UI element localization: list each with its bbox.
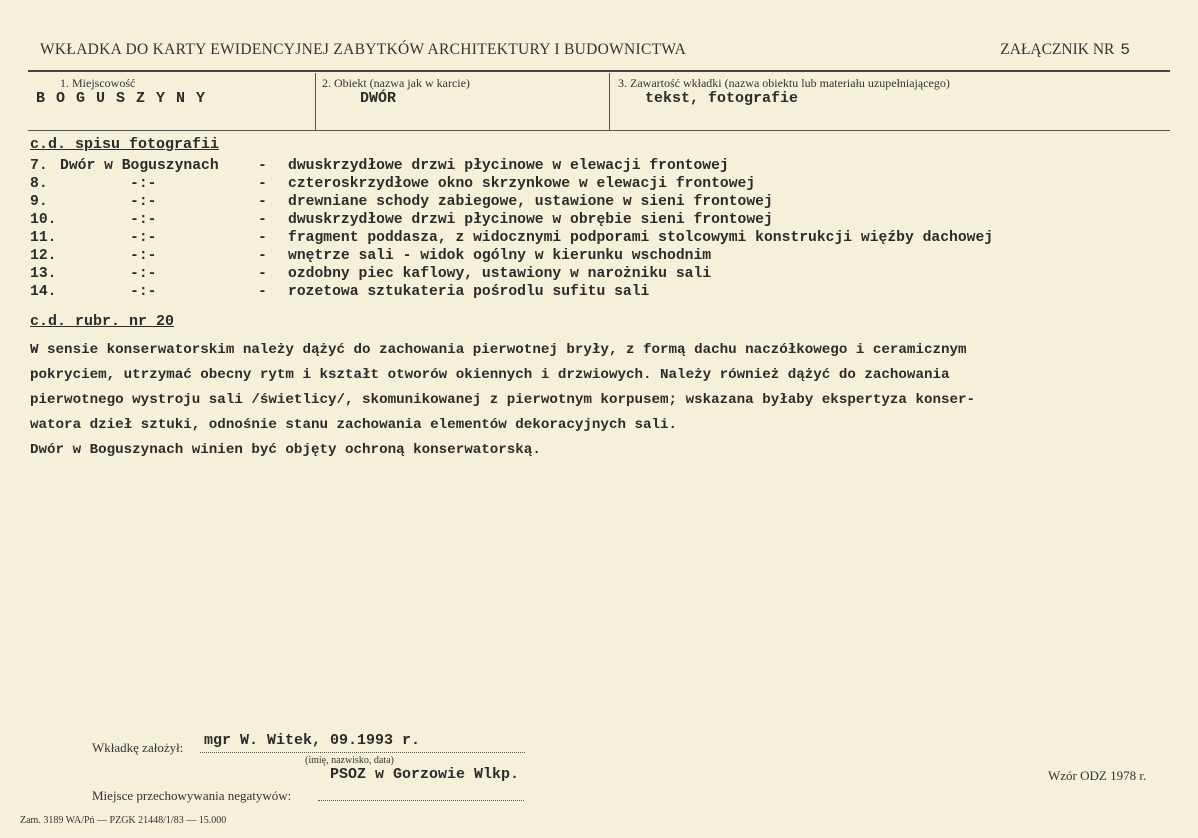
fields-bottom-rule: [28, 130, 1170, 131]
photo-dash: -: [258, 230, 267, 246]
content-label: 3. Zawartość wkładki (nazwa obiektu lub materiału uzupełniającego): [618, 76, 950, 90]
photo-number: 13.: [30, 266, 57, 282]
founder-dotted-line: [200, 752, 525, 753]
form-title: WKŁADKA DO KARTY EWIDENCYJNEJ ZABYTKÓW ARCHITEKTURY I BUDOWNICTWA: [40, 41, 687, 58]
locality-label: 1. Miejscowość: [60, 76, 136, 90]
content-value: tekst, fotografie: [645, 90, 799, 107]
photo-location: -:-: [130, 212, 157, 228]
photo-location: -:-: [130, 284, 157, 300]
founder-label: Wkładkę założył:: [92, 740, 184, 755]
photo-location: -:-: [130, 230, 157, 246]
rubric-line: pierwotnego wystroju sali /świetlicy/, skomunikowanej z pierwotnym korpusem; wskazana byłaby ekspertyza konser-: [30, 392, 976, 408]
storage-label: Miejsce przechowywania negatywów:: [92, 788, 292, 803]
template-version: Wzór ODZ 1978 r.: [1048, 768, 1147, 783]
photo-description: dwuskrzydłowe drzwi płycinowe w elewacji frontowej: [288, 158, 729, 174]
storage-value: PSOZ w Gorzowie Wlkp.: [330, 766, 520, 783]
print-info: Zam. 3189 WA/Pń — PZGK 21448/1/83 — 15.000: [20, 815, 227, 826]
photo-description: dwuskrzydłowe drzwi płycinowe w obrębie sieni frontowej: [288, 212, 773, 228]
photo-dash: -: [258, 284, 267, 300]
rubric-heading: c.d. rubr. nr 20: [30, 313, 175, 330]
header-top-rule: [28, 70, 1170, 72]
photo-location: -:-: [130, 194, 157, 210]
rubric-line: pokryciem, utrzymać obecny rytm i kształt otworów okiennych i drzwiowych. Należy również dążyć do zachowania: [30, 367, 950, 383]
photo-number: 12.: [30, 248, 57, 264]
photo-number: 11.: [30, 230, 57, 246]
photo-number: 9.: [30, 194, 48, 210]
photo-description: wnętrze sali - widok ogólny w kierunku wschodnim: [288, 248, 712, 264]
column-divider-1: [315, 73, 316, 130]
object-label: 2. Obiekt (nazwa jak w karcie): [322, 76, 470, 90]
photo-number: 10.: [30, 212, 57, 228]
photo-description: rozetowa sztukateria pośrodlu sufitu sali: [288, 284, 650, 300]
rubric-line: watora dzieł sztuki, odnośnie stanu zachowania elementów dekoracyjnych sali.: [30, 417, 678, 433]
photo-description: fragment poddasza, z widocznymi podporami stolcowymi konstrukcji więźby dachowej: [288, 230, 994, 246]
rubric-line: W sensie konserwatorskim należy dążyć do zachowania pierwotnej bryły, z formą dachu naczółkowego i ceramicznym: [30, 342, 967, 358]
attachment-number: 5: [1120, 41, 1130, 59]
rubric-line: Dwór w Boguszynach winien być objęty ochroną konserwatorską.: [30, 442, 541, 458]
photo-dash: -: [258, 158, 267, 174]
photo-number: 14.: [30, 284, 57, 300]
storage-dotted-line: [318, 800, 524, 801]
photo-location: Dwór w Boguszynach: [60, 158, 219, 174]
photo-number: 8.: [30, 176, 48, 192]
founder-value: mgr W. Witek, 09.1993 r.: [204, 732, 421, 749]
photos-heading: c.d. spisu fotografii: [30, 136, 220, 153]
founder-hint: (imię, nazwisko, data): [305, 755, 394, 766]
object-value: DWÓR: [360, 90, 397, 107]
photo-description: ozdobny piec kaflowy, ustawiony w narożniku sali: [288, 266, 712, 282]
photo-dash: -: [258, 248, 267, 264]
locality-value: B O G U S Z Y N Y: [36, 90, 207, 107]
photo-location: -:-: [130, 266, 157, 282]
photo-description: drewniane schody zabiegowe, ustawione w sieni frontowej: [288, 194, 773, 210]
photo-dash: -: [258, 266, 267, 282]
attachment-label-group: [1000, 41, 1130, 59]
photo-dash: -: [258, 176, 267, 192]
photo-location: -:-: [130, 248, 157, 264]
attachment-label: ZAŁĄCZNIK NR: [1000, 41, 1115, 58]
photo-description: czteroskrzydłowe okno skrzynkowe w elewacji frontowej: [288, 176, 756, 192]
photo-location: -:-: [130, 176, 157, 192]
photo-dash: -: [258, 212, 267, 228]
photo-number: 7.: [30, 158, 48, 174]
column-divider-2: [609, 73, 610, 130]
photo-dash: -: [258, 194, 267, 210]
